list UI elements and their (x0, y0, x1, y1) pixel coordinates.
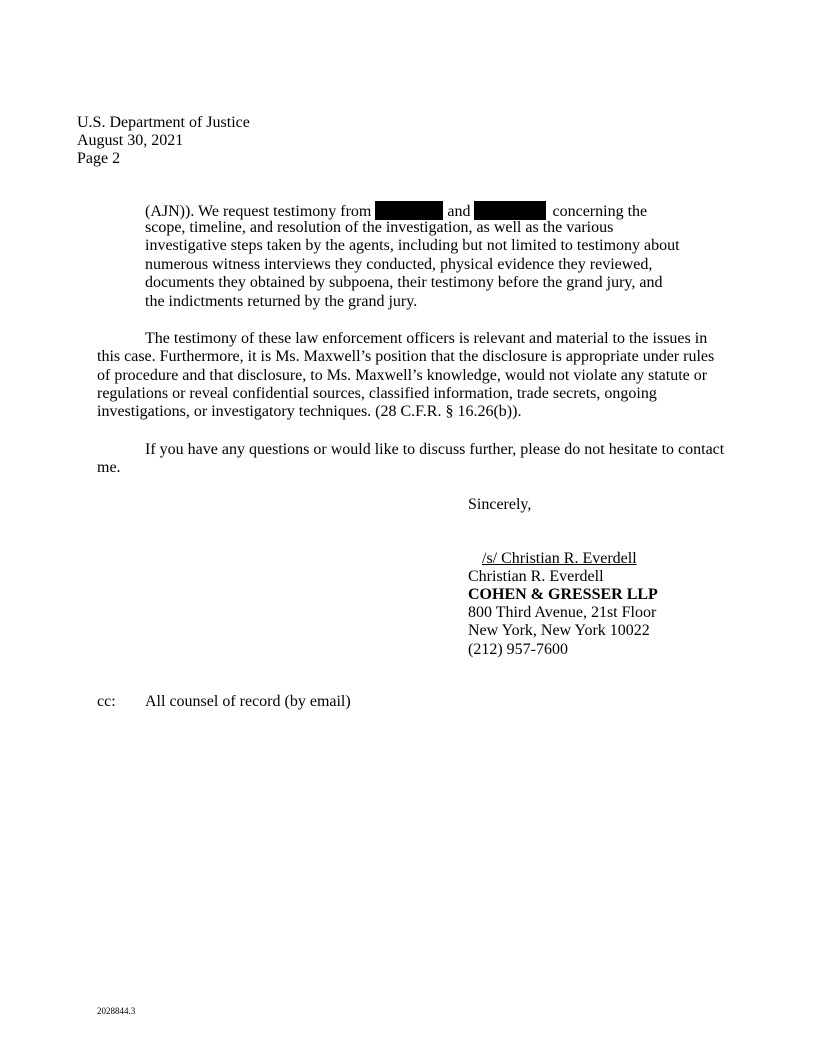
paragraph-line: investigations, or investigatory techniques. (28 C.F.R. § 16.26(b)). (97, 403, 522, 420)
letter-date: August 30, 2021 (77, 132, 184, 149)
page-number: Page 2 (77, 150, 121, 167)
paragraph-line: the indictments returned by the grand jury. (145, 293, 418, 310)
paragraph-line: scope, timeline, and resolution of the investigation, as well as the various (145, 219, 614, 236)
cc-label: cc: (97, 693, 116, 710)
paragraph-line: regulations or reveal confidential sources, classified information, trade secrets, ongoing (97, 385, 657, 402)
redaction-box (375, 201, 443, 220)
paragraph-line: of procedure and that disclosure, to Ms. Maxwell’s knowledge, would not violate any statute or (97, 367, 708, 384)
paragraph-line: documents they obtained by subpoena, their testimony before the grand jury, and (145, 274, 663, 291)
paragraph-line: me. (97, 459, 121, 476)
paragraph-line: The testimony of these law enforcement officers is relevant and material to the issues in (145, 330, 708, 347)
paragraph-line (145, 201, 647, 219)
address-line-1: 800 Third Avenue, 21st Floor (468, 604, 657, 621)
text: concerning the (552, 203, 648, 220)
text: (AJN)). We request testimony from (145, 203, 372, 220)
closing: Sincerely, (468, 496, 532, 513)
document-id: 2028844.3 (97, 1006, 136, 1016)
paragraph-line: If you have any questions or would like to discuss further, please do not hesitate to contact (145, 441, 725, 458)
paragraph-line: investigative steps taken by the agents, including but not limited to testimony about (145, 237, 680, 254)
signer-name: Christian R. Everdell (468, 568, 604, 585)
electronic-signature (468, 550, 686, 568)
firm-name: COHEN & GRESSER LLP (468, 586, 658, 603)
redaction-box (474, 201, 546, 220)
address-line-2: New York, New York 10022 (468, 622, 650, 639)
paragraph-line: this case. Furthermore, it is Ms. Maxwell’s position that the disclosure is appropriate under rules (97, 348, 715, 365)
signature-text: /s/ Christian R. Everdell (482, 550, 637, 567)
recipient: U.S. Department of Justice (77, 114, 250, 131)
phone-number: (212) 957-7600 (468, 641, 568, 658)
signature-line (468, 550, 686, 568)
paragraph-line: numerous witness interviews they conducted, physical evidence they reviewed, (145, 256, 653, 273)
cc-recipients: All counsel of record (by email) (145, 693, 351, 710)
text: and (447, 203, 471, 220)
